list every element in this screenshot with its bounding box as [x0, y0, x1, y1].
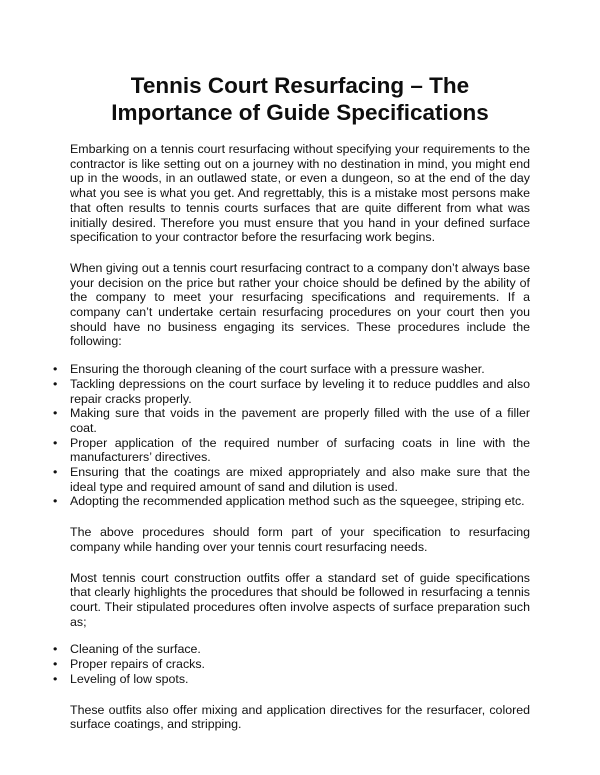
bullet-icon: •: [53, 642, 58, 657]
bullet-icon: •: [53, 671, 58, 686]
list-item-text: Proper repairs of cracks.: [70, 657, 205, 672]
bullet-icon: •: [53, 657, 58, 672]
list-item: [53, 657, 530, 672]
list-item-text: Adopting the recommended application method such as the squeegee, striping etc.: [70, 494, 525, 509]
list-item-text: Making sure that voids in the pavement are properly filled with the use of a filler coat.: [70, 406, 530, 435]
bullet-icon: •: [53, 465, 58, 480]
procedures-list: [53, 362, 530, 509]
list-item: [53, 362, 530, 377]
list-item: [53, 671, 530, 687]
preparation-list: [53, 642, 530, 686]
contract-paragraph: When giving out a tennis court resurfacing contract to a company don’t always base your decision on the price but rather your choice should be defined by the ability of the company to meet your resurfacing specifications and requirements. If a company can’t undertake certain resurfacing procedures on your court then you should have no business engaging its services. These procedures include the following:: [70, 260, 530, 349]
list-item-text: Tackling depressions on the court surface by leveling it to reduce puddles and also repair cracks properly.: [70, 376, 530, 406]
list-item: [53, 465, 530, 494]
list-item-text: Cleaning of the surface.: [70, 642, 201, 657]
intro-paragraph: Embarking on a tennis court resurfacing without specifying your requirements to the contractor is like setting out on a journey with no destination in mind, you might end up in the woods, in an outlawed state, or even a dungeon, so at the end of the day what you see is what you get. And regrettably, this is a mistake most persons make that often results to tennis courts surfaces that are quite different from what was initially desired. Therefore you must ensure that you hand in your defined surface specification to your contractor before the resurfacing work begins.: [70, 142, 530, 245]
list-item-text: Leveling of low spots.: [70, 671, 189, 686]
list-item-text: Proper application of the required number of surfacing coats in line with the manufacturers’ directives.: [70, 435, 530, 465]
list-item: [53, 376, 530, 406]
bullet-icon: •: [53, 362, 58, 377]
page-title: Tennis Court Resurfacing – The Importance of Guide Specifications: [111, 73, 489, 125]
specification-paragraph: The above procedures should form part of your specification to resurfacing company while handing over your tennis court resurfacing needs.: [70, 525, 530, 554]
closing-paragraph: These outfits also offer mixing and application directives for the resurfacer, colored surface coatings, and stripping.: [70, 702, 530, 732]
list-item-text: Ensuring the thorough cleaning of the court surface with a pressure washer.: [70, 362, 485, 377]
list-item: [53, 406, 530, 435]
guide-specifications-paragraph: Most tennis court construction outfits offer a standard set of guide specifications that clearly highlights the procedures that should be followed in resurfacing a tennis court. Their stipulated procedures often involve aspects of surface preparation such as;: [70, 570, 530, 629]
bullet-icon: •: [53, 494, 58, 509]
list-item: [53, 435, 530, 465]
bullet-icon: •: [53, 406, 58, 421]
list-item: [53, 494, 530, 509]
bullet-icon: •: [53, 376, 58, 391]
bullet-icon: •: [53, 435, 58, 450]
list-item-text: Ensuring that the coatings are mixed appropriately and also make sure that the ideal type and required amount of sand and dilution is used.: [70, 465, 530, 494]
list-item: [53, 642, 530, 657]
